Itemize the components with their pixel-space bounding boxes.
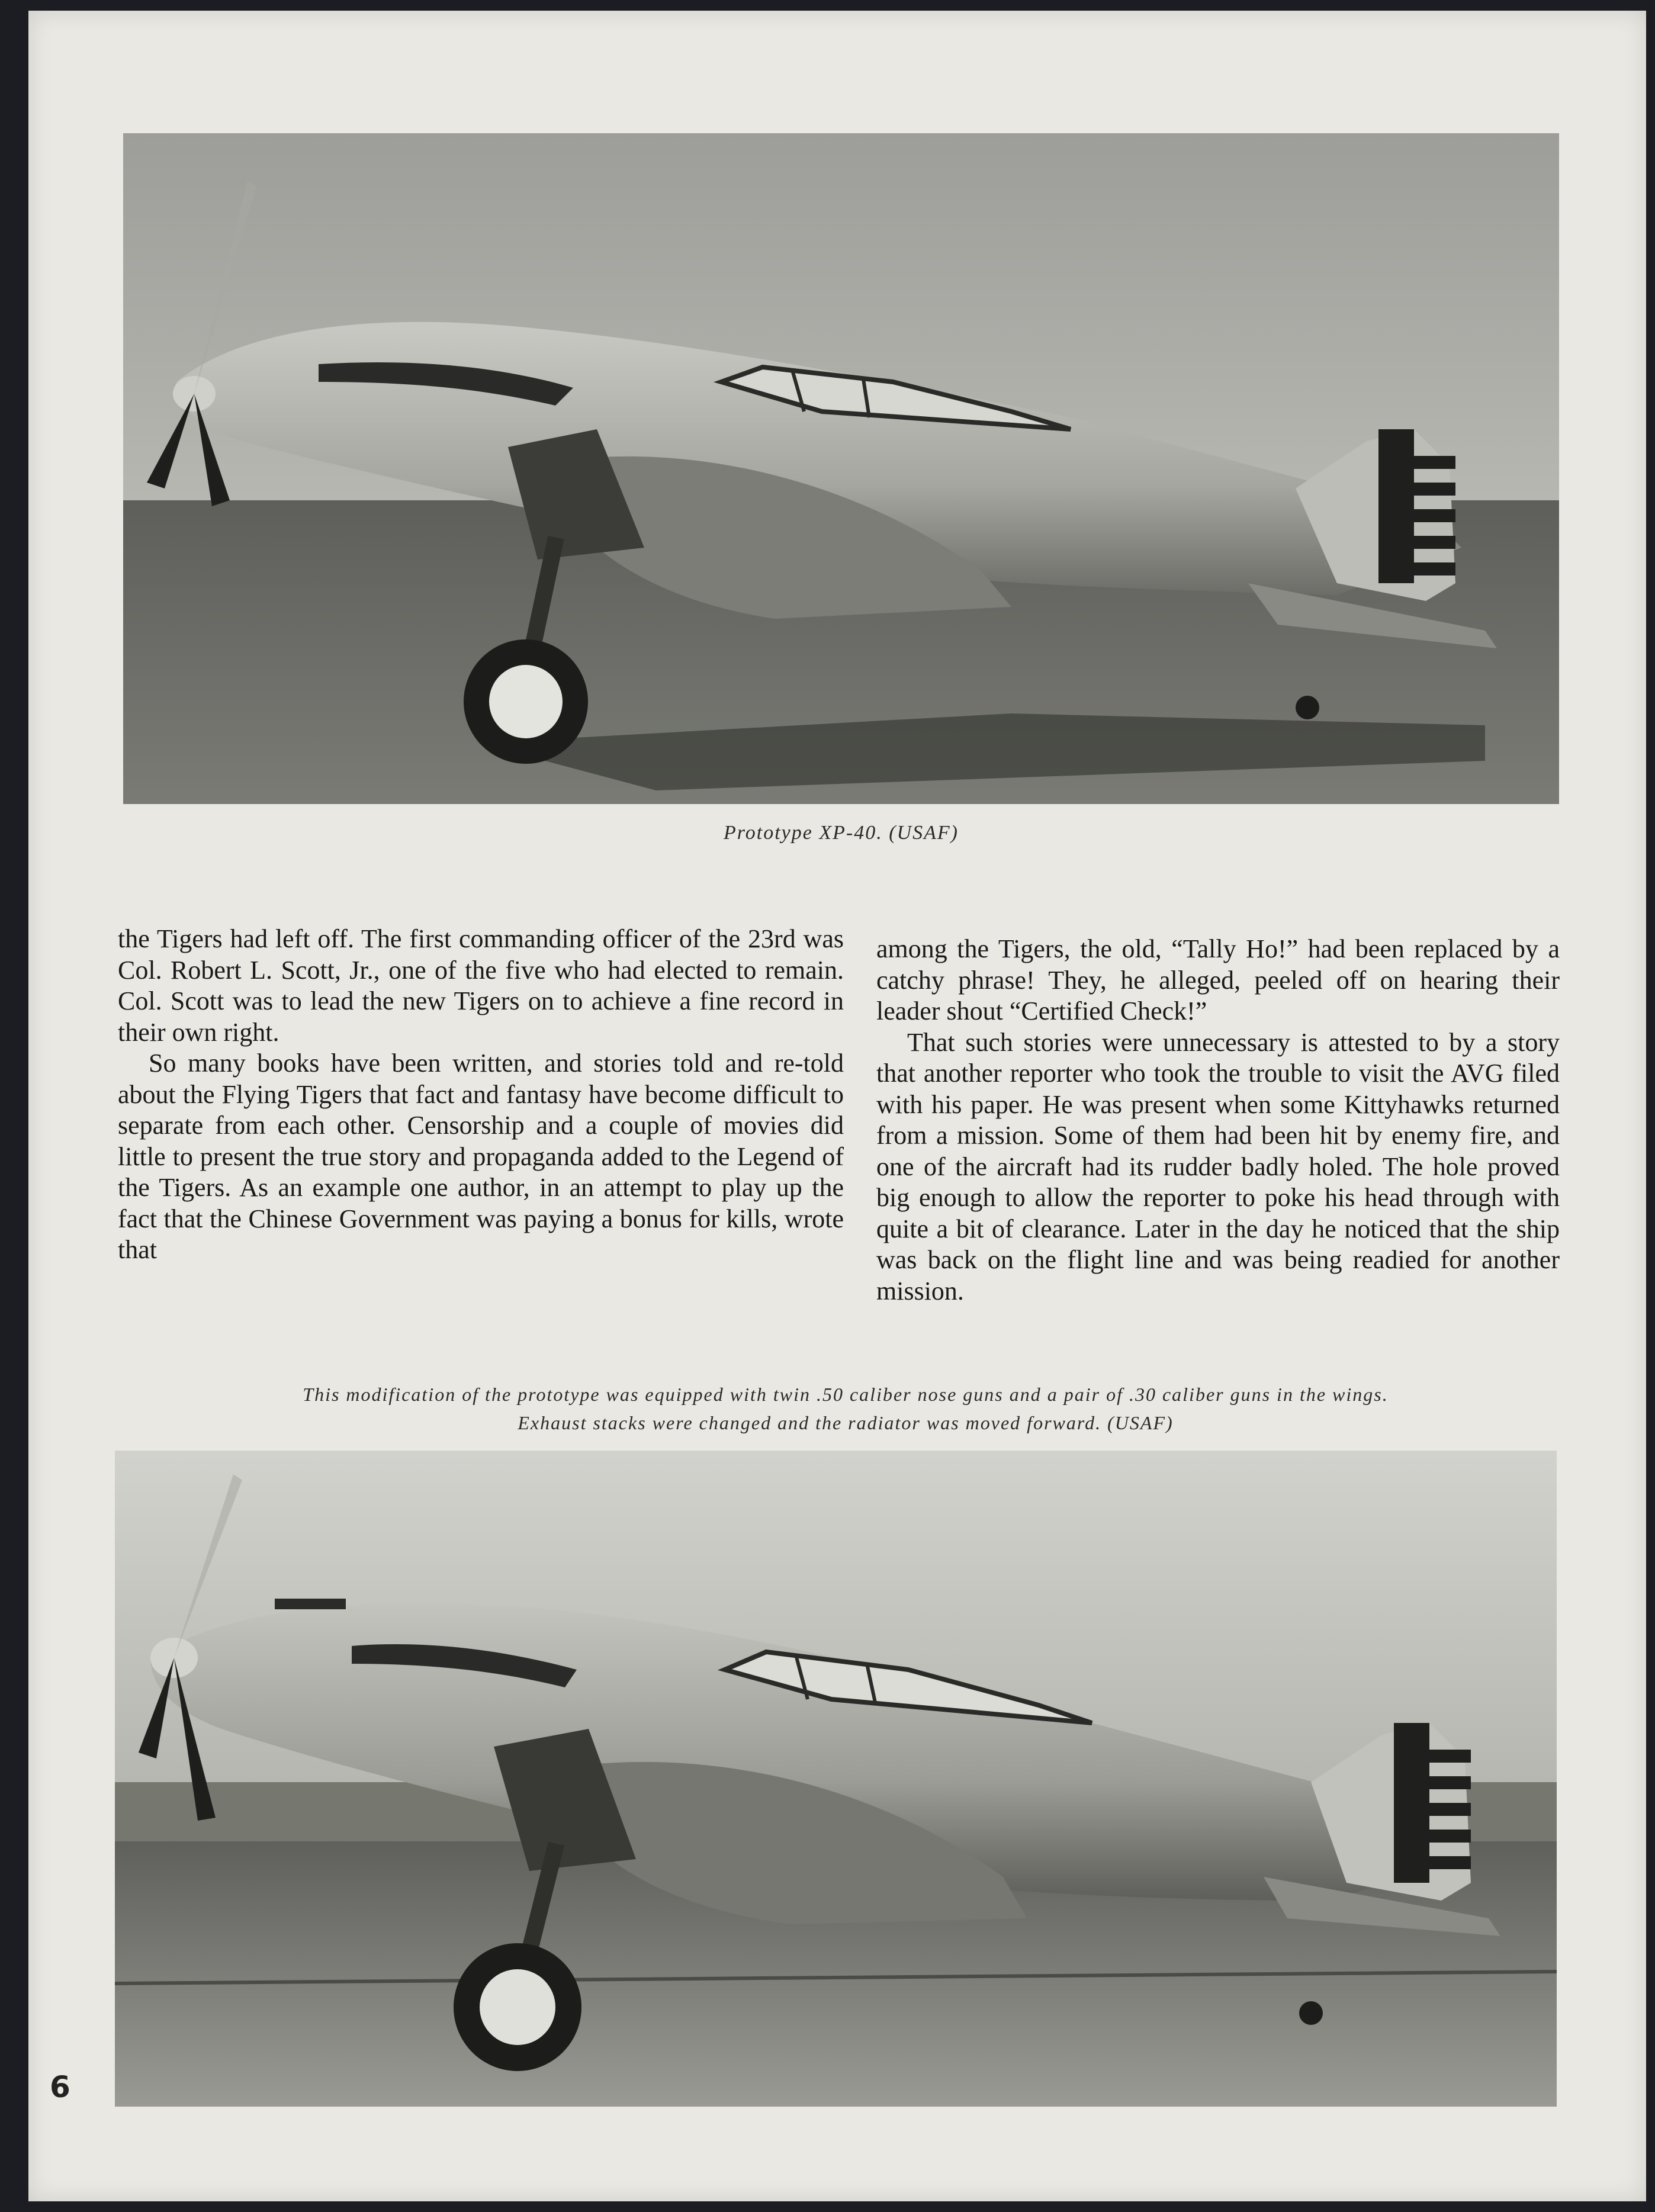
- book-page: [28, 11, 1646, 2201]
- paragraph: the Tigers had left off. The first commanding officer of the 23rd was Col. Robert L. Scott, Jr., one of the five who had elected to remain. Col. Scott was to lead the new Tigers on to achieve a fine record in their own right.: [118, 924, 844, 1047]
- caption-line: This modification of the prototype was equipped with twin .50 caliber nose guns and a pair of .30 caliber guns in the wings.: [303, 1384, 1389, 1405]
- text-column-left: [118, 924, 844, 1266]
- caption-line: Exhaust stacks were changed and the radiator was moved forward. (USAF): [518, 1412, 1174, 1433]
- paragraph: among the Tigers, the old, “Tally Ho!” had been replaced by a catchy phrase! They, he alleged, peeled off on hearing their leader shout “Certified Check!”: [876, 934, 1560, 1025]
- photo-modified-prototype: [115, 1451, 1557, 2107]
- paragraph: So many books have been written, and stories told and re-told about the Flying Tigers that fact and fantasy have become difficult to separate from each other. Censorship and a couple of movies did little to present the true story and propaganda added to the Legend of the Tigers. As an example one author, in an attempt to play up the fact that the Chinese Government was paying a bonus for kills, wrote that: [118, 1049, 844, 1264]
- paragraph: That such stories were unnecessary is attested to by a story that another reporter who took the trouble to visit the AVG filed with his paper. He was present when some Kittyhawks returned from a mission. Some of them had been hit by enemy fire, and one of the aircraft had its rudder badly holed. The hole proved big enough to allow the reporter to poke his head through with quite a bit of clearance. Later in the day he noticed that the ship was back on the flight line and was being readied for another mission.: [876, 1027, 1560, 1306]
- photo-caption-top: Prototype XP-40. (USAF): [724, 822, 959, 844]
- photo-caption-bottom: [147, 1380, 1544, 1437]
- photo-prototype-xp40: [123, 133, 1559, 804]
- page-number: 6: [50, 2070, 70, 2104]
- text-column-right: [876, 934, 1560, 1307]
